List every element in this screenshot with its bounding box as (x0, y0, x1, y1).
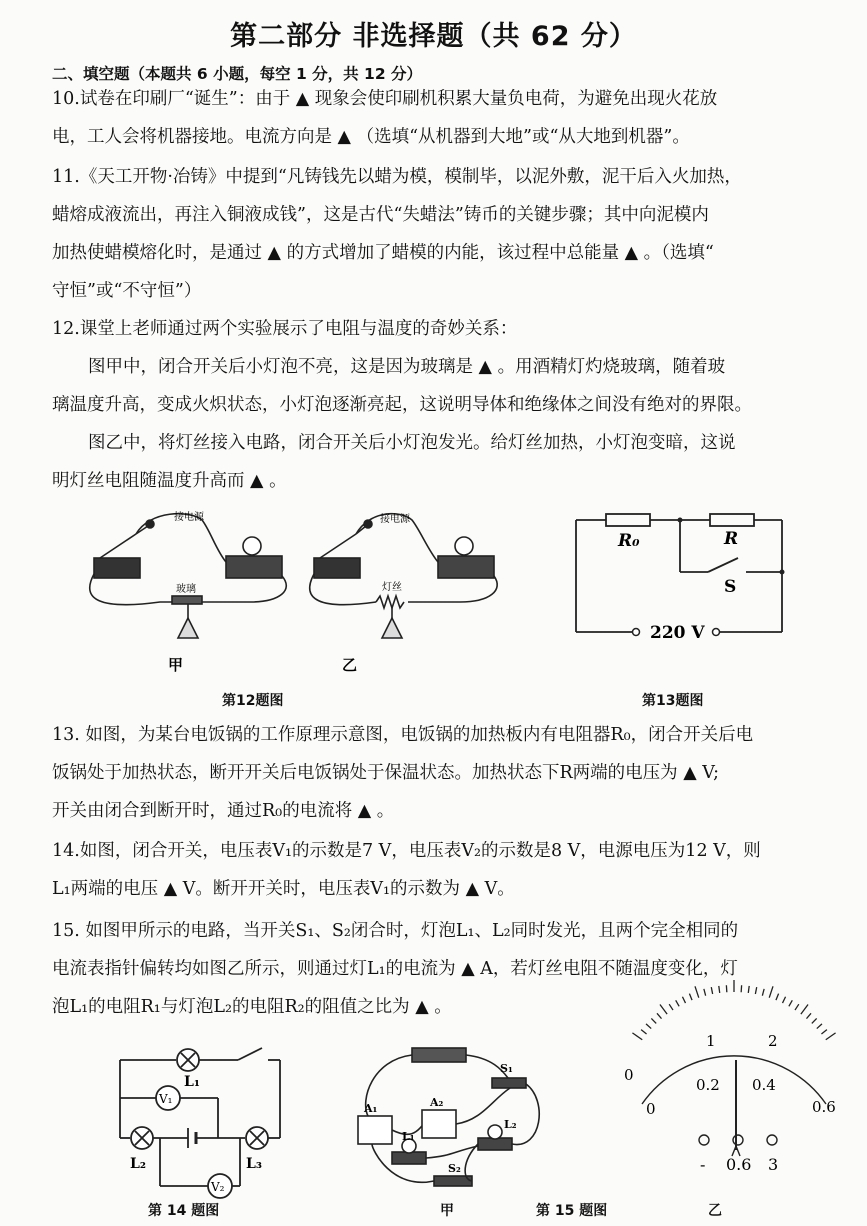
fig12-right-label: 乙 (342, 656, 358, 674)
dial-tick (821, 1030, 826, 1034)
q14-line-1: 14.如图，闭合开关，电压表V₁的示数是7 V，电压表V₂的示数是8 V，电源电压为12 V，则 (52, 841, 761, 861)
s-label: S (724, 577, 737, 597)
l2-lamp-label: L₂ (504, 1118, 517, 1131)
q11-line-1: 11.《天工开物·冶铸》中提到“凡铸钱先以蜡为模，模制毕，以泥外敷，泥干后入火加热， (52, 167, 742, 187)
q14-line-2: L₁两端的电压 ▲ V。断开开关时，电压表V₁的示数为 ▲ V。 (52, 879, 515, 899)
a1-label: A₁ (364, 1102, 378, 1115)
l3-label: L₃ (246, 1156, 262, 1172)
figure-12-diagram (80, 510, 540, 674)
q12-line-4: 图乙中，将灯丝接入电路，闭合开关后小灯泡发光。给灯丝加热，小灯泡变暗，这说 (88, 433, 736, 453)
q15-line-1: 15. 如图甲所示的电路，当开关S₁、S₂闭合时，灯泡L₁、L₂同时发光，且两个完全相同的 (52, 921, 739, 941)
dial-tick (641, 1030, 646, 1034)
dial-tick (651, 1018, 656, 1023)
dial-tick (682, 997, 685, 1003)
figure-13-diagram (570, 506, 790, 646)
q12-line-2: 图甲中，闭合开关后小灯泡不亮，这是因为玻璃是 ▲ 。用酒精灯灼烧玻璃，随着玻 (88, 357, 726, 377)
dial-tick (657, 1013, 662, 1018)
scale-top-1: 1 (706, 1032, 716, 1050)
dial-tick (695, 986, 699, 997)
power-label-left: 接电源 (174, 512, 204, 523)
voltage-label: 220 V (650, 623, 705, 643)
dial-tick (826, 1033, 836, 1040)
fig12-caption: 第12题图 (222, 693, 284, 709)
q13-line-1: 13. 如图，为某台电饭锅的工作原理示意图，电饭锅的加热板内有电阻器R₀，闭合开关后电 (52, 725, 754, 745)
fig15-left-label: 甲 (440, 1203, 454, 1219)
dial-tick (669, 1004, 673, 1010)
q12-line-1: 12.课堂上老师通过两个实验展示了电阻与温度的奇妙关系： (52, 319, 518, 339)
terminal-0-6: 0.6 (726, 1155, 752, 1174)
dial-tick (783, 997, 786, 1003)
q12-line-5: 明灯丝电阻随温度升高而 ▲ 。 (52, 471, 287, 491)
q12-line-3: 璃温度升高，变成火炽状态，小灯泡逐渐亮起，这说明导体和绝缘体之间没有绝对的界限。 (52, 395, 752, 415)
dial-tick (755, 987, 756, 994)
dial-tick (762, 989, 764, 996)
dial-tick (711, 987, 712, 994)
dial-tick (646, 1024, 651, 1029)
scale-top-0: 0 (624, 1066, 634, 1084)
filament-label: 灯丝 (382, 582, 402, 593)
s1-label: S₁ (500, 1062, 513, 1075)
q13-line-3: 开关由闭合到断开时，通过R₀的电流将 ▲ 。 (52, 801, 395, 821)
l1-label: L₁ (184, 1074, 200, 1090)
section-heading: 二、填空题（本题共 6 小题，每空 1 分，共 12 分） (52, 65, 423, 83)
dial-tick (689, 994, 692, 1000)
q11-line-4: 守恒”或“不守恒”） (52, 281, 202, 301)
scale-bottom-2: 0.4 (752, 1076, 776, 1094)
glass-label: 玻璃 (176, 584, 196, 595)
fig13-caption: 第13题图 (642, 693, 704, 709)
scale-bottom-3: 0.6 (812, 1098, 836, 1116)
l2-label: L₂ (130, 1156, 146, 1172)
dial-tick (769, 986, 773, 997)
q10-line-2: 电，工人会将机器接地。电流方向是 ▲ （选填“从机器到大地”或“从大地到机器”。 (52, 127, 690, 147)
dial-tick (776, 994, 779, 1000)
ammeter-dial (610, 1030, 850, 1180)
dial-tick (789, 1000, 792, 1006)
scale-bottom-1: 0.2 (696, 1076, 720, 1094)
terminal-minus: - (700, 1155, 706, 1174)
a2-label: A₂ (430, 1096, 444, 1109)
dial-tick (660, 1005, 667, 1015)
power-label-right: 接电源 (380, 514, 410, 525)
s2-label: S₂ (448, 1162, 461, 1175)
dial-tick (795, 1004, 799, 1010)
scale-bottom-0: 0 (646, 1100, 656, 1118)
dial-tick (719, 986, 720, 993)
scale-top-2: 2 (768, 1032, 778, 1050)
page-title: 第二部分 非选择题（共 62 分） (230, 21, 637, 52)
v2-label: V₂ (211, 1180, 225, 1194)
fig12-left-label: 甲 (168, 656, 184, 674)
figure-14-diagram (110, 1040, 300, 1200)
dial-tick (676, 1000, 679, 1006)
q11-line-2: 蜡熔成液流出，再注入铜液成钱”，这是古代“失蜡法”铸币的关键步骤；其中向泥模内 (52, 205, 709, 225)
fig14-caption: 第 14 题图 (148, 1203, 220, 1219)
v1-label: V₁ (159, 1092, 173, 1106)
dial-tick (817, 1024, 822, 1029)
r-label: R (724, 529, 739, 549)
fig15-caption: 第 15 题图 (536, 1203, 608, 1219)
q15-line-3: 泡L₁的电阻R₁与灯泡L₂的电阻R₂的阻值之比为 ▲ 。 (52, 997, 452, 1017)
q13-line-2: 饭锅处于加热状态，断开开关后电饭锅处于保温状态。加热状态下R两端的电压为 ▲ V; (52, 763, 720, 783)
terminal-3: 3 (768, 1155, 779, 1174)
dial-tick (704, 989, 706, 996)
dial-tick (632, 1033, 642, 1040)
figure-15-circuit (352, 1040, 552, 1190)
fig15-right-label: 乙 (708, 1203, 722, 1219)
l1-lamp-label: L₁ (402, 1130, 415, 1143)
q11-line-3: 加热使蜡模熔化时，是通过 ▲ 的方式增加了蜡模的内能，该过程中总能量 ▲ 。（选填“ (52, 243, 714, 263)
dial-tick (748, 986, 749, 993)
r0-label: R₀ (618, 531, 640, 551)
q15-line-2: 电流表指针偏转均如图乙所示，则通过灯L₁的电流为 ▲ A，若灯丝电阻不随温度变化，灯 (52, 959, 738, 979)
dial-tick (801, 1005, 808, 1015)
dial-tick (806, 1013, 811, 1018)
dial-tick (812, 1018, 817, 1023)
q10-line-1: 10.试卷在印刷厂“诞生”：由于 ▲ 现象会使印刷机积累大量负电荷，为避免出现火花放 (52, 89, 718, 109)
